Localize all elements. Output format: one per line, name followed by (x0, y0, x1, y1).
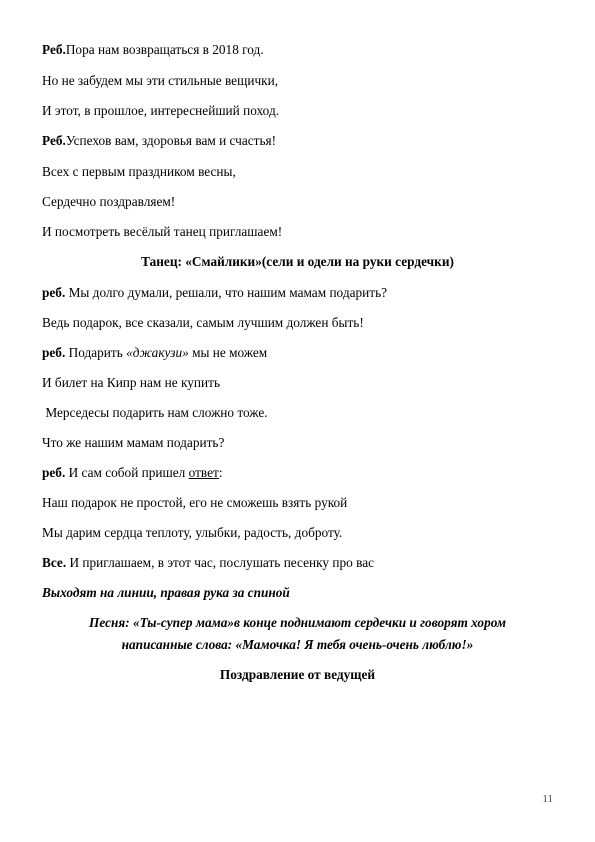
script-line (42, 285, 387, 301)
script-line (42, 224, 282, 240)
speaker-label: реб. (42, 465, 66, 480)
script-line (42, 73, 278, 89)
line-text: Мы долго думали, решали, что нашим мамам подарить? (65, 285, 388, 300)
script-line (42, 555, 374, 571)
script-line (42, 465, 223, 481)
line-text: И приглашаем, в этот час, послушать песенку про вас (66, 555, 375, 570)
script-line (42, 525, 342, 541)
line-text: И билет на Кипр нам не купить (42, 375, 221, 390)
line-text: Что же нашим мамам подарить? (42, 435, 225, 450)
speaker-label: реб. (42, 345, 66, 360)
script-line (42, 164, 236, 180)
script-line (42, 133, 276, 149)
script-line (42, 42, 264, 58)
script-line (42, 375, 220, 391)
script-line (42, 345, 267, 361)
song-line-1: Песня: «Ты-супер мама»в конце поднимают сердечки и говорят хором (89, 615, 506, 630)
line-text: Сердечно поздравляем! (42, 194, 176, 209)
italic-term: «джакузи» (126, 345, 189, 360)
line-text: : (218, 465, 223, 480)
line-text: мы не можем (188, 345, 268, 360)
script-line (42, 495, 347, 511)
underlined-word: ответ (188, 465, 219, 480)
stage-direction: Выходят на линии, правая рука за спиной (42, 585, 290, 600)
script-line (42, 103, 279, 119)
closing-heading: Поздравление от ведущей (219, 667, 376, 682)
script-line (42, 194, 175, 210)
speaker-label: Реб. (42, 133, 66, 148)
page-number: 11 (542, 793, 553, 805)
line-text: Мерседесы подарить нам сложно тоже. (42, 405, 268, 420)
speaker-label: Все. (42, 555, 67, 570)
line-text: Успехов вам, здоровья вам и счастья! (65, 133, 277, 148)
dance-heading: Танец: «Смайлики»(сели и одели на руки сердечки) (141, 254, 454, 269)
line-text: И сам собой пришел (65, 465, 189, 480)
song-line-2: написанные слова: «Мамочка! Я тебя очень-очень люблю!» (121, 637, 474, 652)
speaker-label: реб. (42, 285, 66, 300)
line-text: Всех с первым праздником весны, (42, 164, 236, 179)
speaker-label: Реб. (42, 42, 66, 57)
line-text: Пора нам возвращаться в 2018 год. (65, 42, 264, 57)
line-text: Наш подарок не простой, его не сможешь взять рукой (42, 495, 348, 510)
script-line (42, 405, 268, 421)
line-text: Подарить (65, 345, 127, 360)
line-text: И посмотреть весёлый танец приглашаем! (42, 224, 283, 239)
line-text: Мы дарим сердца теплоту, улыбки, радость, доброту. (42, 525, 343, 540)
line-text: Ведь подарок, все сказали, самым лучшим должен быть! (42, 315, 364, 330)
script-line (42, 435, 224, 451)
script-line (42, 315, 364, 331)
line-text: Но не забудем мы эти стильные вещички, (42, 73, 279, 88)
line-text: И этот, в прошлое, интереснейший поход. (42, 103, 280, 118)
